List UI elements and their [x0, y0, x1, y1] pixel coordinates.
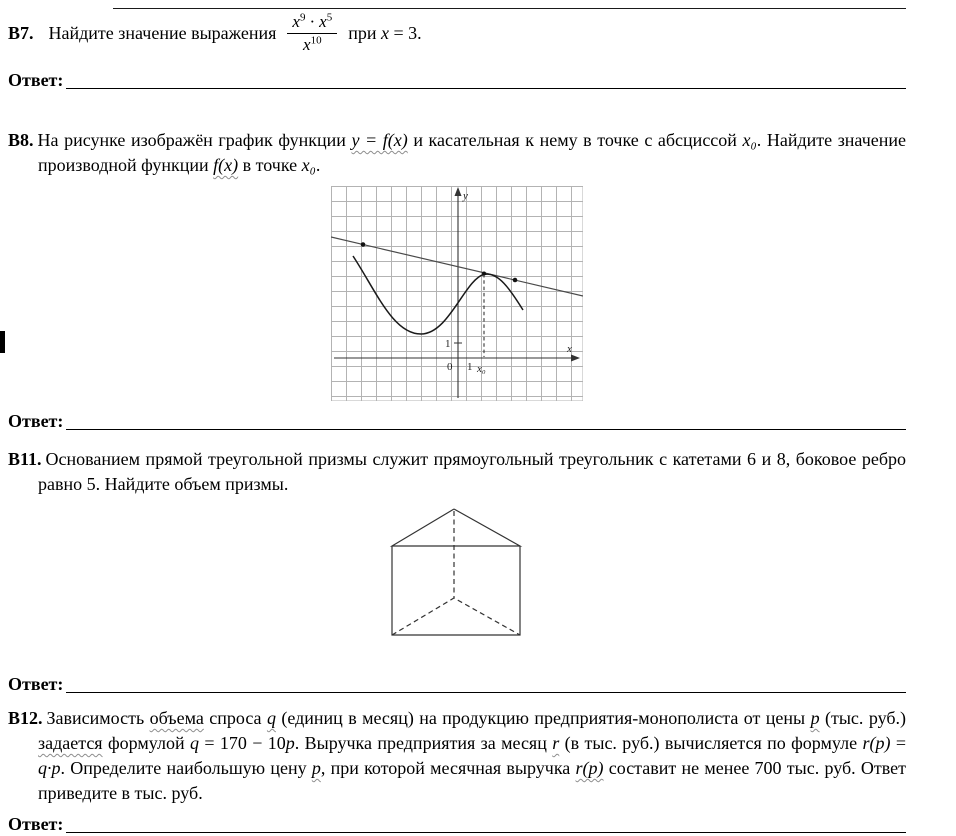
problem-number: В8.	[8, 130, 34, 151]
formula: r(p)	[862, 733, 891, 754]
text-run: (в тыс. руб.) вычисляется по формуле	[559, 733, 863, 754]
text-run: при	[348, 22, 381, 43]
scan-artifact	[0, 331, 5, 353]
var: p	[311, 758, 321, 779]
problem-text: Найдите значение выражения	[48, 22, 277, 43]
answer-blank-line	[66, 68, 906, 89]
text-run: Зависимость	[46, 708, 150, 729]
text-run: На рисунке изображён график функции	[37, 130, 352, 151]
multiply-dot: ·	[309, 12, 316, 31]
text-run: (тыс. руб.)	[819, 708, 906, 729]
text-run: Основанием прямой треугольной призмы служит прямоугольный треугольник с катетами 6 и 8, боковое ребро равно 5. Найдите объем призмы.	[38, 449, 906, 495]
y-axis-label: y	[463, 190, 468, 203]
y1-tick-label: 1	[445, 338, 451, 351]
problem-b8	[8, 128, 906, 178]
text-run: в точке	[238, 155, 302, 176]
var: x	[319, 12, 327, 31]
formula: y = f(x)	[351, 130, 408, 151]
problem-b11	[8, 447, 906, 497]
point-on-tangent-left	[361, 242, 366, 247]
answer-label: Ответ:	[8, 674, 64, 695]
var: p	[285, 733, 295, 754]
exponent: 9	[299, 11, 306, 24]
var: x₀	[742, 130, 757, 151]
exponent: 10	[310, 33, 322, 46]
var: x	[303, 34, 311, 54]
x1-tick-label: 1	[467, 361, 473, 374]
var: p	[810, 708, 820, 729]
answer-row-b12	[8, 812, 906, 836]
prism-solid-edges	[392, 509, 520, 635]
text-run: , при которой месячная выручка	[320, 758, 576, 779]
text-run: объема	[149, 708, 204, 729]
text-run: и касательная к нему в точке с абсциссой	[407, 130, 743, 151]
origin-label: 0	[447, 361, 453, 374]
problem-number: В11.	[8, 449, 42, 470]
b11-figure-wrapper	[8, 497, 906, 670]
answer-label: Ответ:	[8, 70, 64, 91]
text-run: . Найдите значение производной функции	[38, 130, 907, 176]
problem-text	[348, 23, 421, 44]
var: q	[189, 733, 199, 754]
answer-label: Ответ:	[8, 814, 64, 835]
b8-figure-wrapper	[8, 178, 906, 401]
exponent: 5	[326, 11, 333, 24]
x-axis-label: x	[567, 343, 572, 356]
answer-blank-line	[66, 409, 906, 430]
var: x	[380, 22, 389, 43]
grid-paper	[331, 186, 583, 401]
answer-blank-line	[66, 812, 906, 833]
text-run: . Определите наибольшую цену	[60, 758, 312, 779]
var: r	[552, 733, 560, 754]
answer-blank-line	[66, 672, 906, 693]
prism-hidden-edges	[392, 511, 520, 635]
text-run: = 3.	[388, 22, 422, 43]
var: x₀	[301, 155, 316, 176]
answer-row-b8	[8, 409, 906, 433]
formula: r(p)	[575, 758, 604, 779]
formula: q·p	[38, 758, 61, 779]
problem-b7	[8, 12, 906, 54]
problem-b12	[8, 706, 906, 806]
problem-number: В7.	[8, 22, 34, 43]
top-rule	[113, 8, 906, 9]
fraction-numerator	[287, 12, 337, 34]
var: q	[266, 708, 276, 729]
text-run: . Выручка предприятия за месяц	[294, 733, 553, 754]
b8-graph-figure	[331, 186, 583, 401]
point-on-tangent-right	[513, 278, 518, 283]
x0-label: x₀	[477, 363, 486, 376]
b11-prism-figure	[387, 502, 527, 670]
answer-row-b11	[8, 672, 906, 696]
answer-row-b7	[8, 68, 906, 92]
text-run: (единиц в месяц) на продукцию предприятия-монополиста от цены	[275, 708, 811, 729]
fraction-denominator	[303, 34, 322, 55]
formula: f(x)	[213, 155, 239, 176]
text-run: составит не менее 700 тыс. руб. Ответ приведите в тыс. руб.	[38, 758, 906, 804]
text-run: спроса	[203, 708, 267, 729]
fraction	[287, 12, 337, 54]
text-run: = 170 − 10	[198, 733, 286, 754]
page-content	[0, 8, 956, 836]
answer-label: Ответ:	[8, 411, 64, 432]
var: x	[292, 12, 300, 31]
tangency-point	[482, 272, 486, 276]
text-run: формулой	[102, 733, 190, 754]
text-run: .	[315, 155, 321, 176]
text-run: =	[890, 733, 906, 754]
problem-number: В12.	[8, 708, 43, 729]
text-run: задается	[38, 733, 103, 754]
